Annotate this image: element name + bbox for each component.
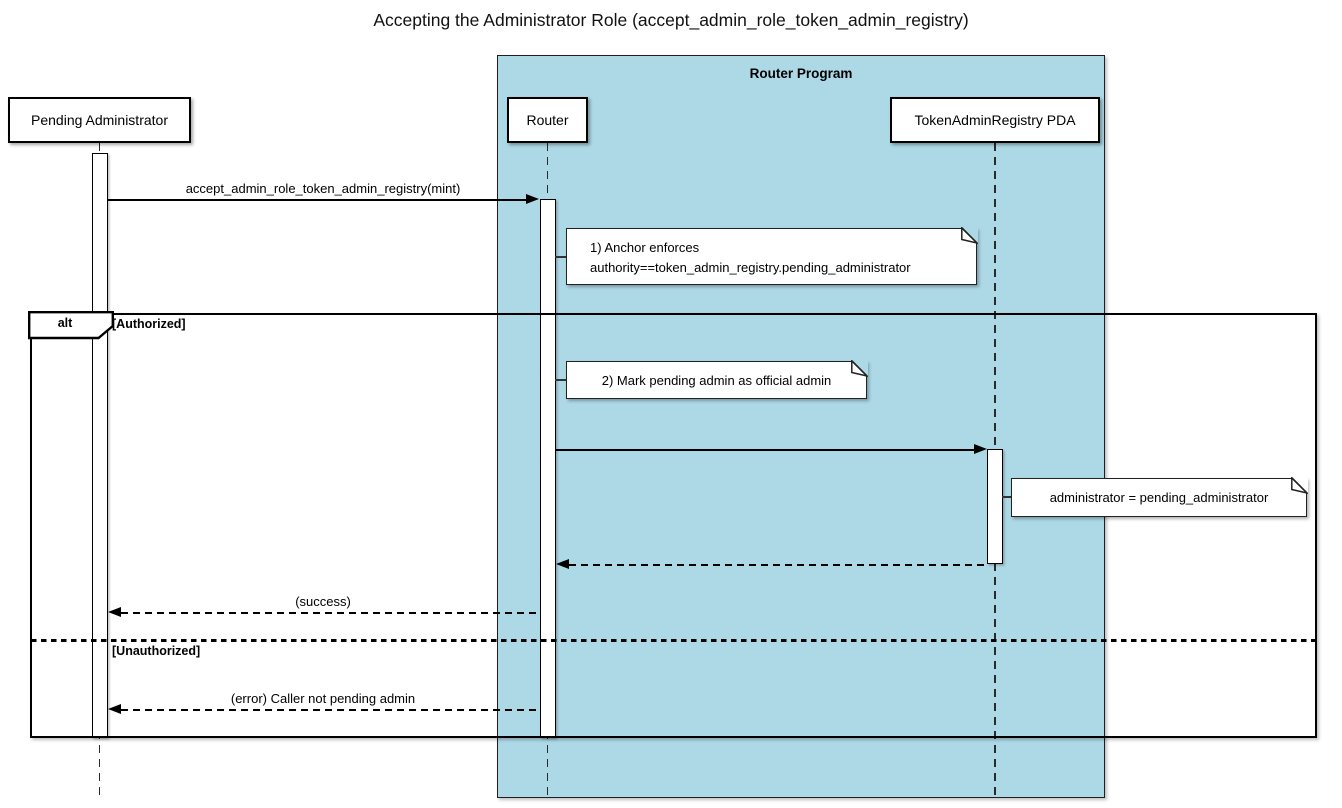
participant-router bbox=[507, 97, 588, 143]
message-label: (error) Caller not pending admin bbox=[230, 691, 416, 706]
message-line bbox=[121, 612, 540, 614]
note-fold-icon bbox=[961, 227, 978, 244]
note-text-line: 1) Anchor enforces bbox=[590, 240, 700, 255]
participant-label: Router bbox=[526, 112, 569, 128]
diagram-title: Accepting the Administrator Role (accept_admin_role_token_admin_registry) bbox=[373, 10, 969, 30]
arrowhead-left-icon bbox=[108, 607, 121, 617]
arrowhead-left-icon bbox=[108, 704, 121, 714]
note-text-line: administrator = pending_administrator bbox=[1049, 490, 1269, 505]
alt-operator-label: alt bbox=[57, 316, 73, 330]
message-line bbox=[121, 709, 540, 711]
note-fold-icon bbox=[1291, 477, 1308, 494]
note-administrator-assignment bbox=[1011, 478, 1307, 517]
participant-token-admin-registry-pda bbox=[890, 97, 1100, 143]
arrowhead-left-icon bbox=[556, 559, 569, 569]
message-label: accept_admin_role_token_admin_registry(mint) bbox=[185, 181, 461, 196]
router-program-label: Router Program bbox=[749, 66, 853, 81]
note-text-line: authority==token_admin_registry.pending_administrator bbox=[590, 259, 911, 275]
message-line bbox=[107, 199, 526, 201]
participant-label: Pending Administrator bbox=[31, 112, 168, 128]
message-line bbox=[569, 564, 987, 566]
note-text-line: 2) Mark pending admin as official admin bbox=[601, 372, 832, 388]
note-mark-official-admin bbox=[566, 361, 867, 399]
arrowhead-right-icon bbox=[526, 194, 539, 204]
guard-authorized: [Authorized] bbox=[112, 317, 186, 331]
message-line bbox=[556, 449, 974, 451]
note-fold-icon bbox=[851, 360, 868, 377]
arrowhead-right-icon bbox=[974, 444, 987, 454]
guard-unauthorized: [Unauthorized] bbox=[112, 644, 201, 658]
alt-divider bbox=[31, 639, 1316, 642]
participant-label: TokenAdminRegistry PDA bbox=[914, 112, 1076, 128]
message-label: (success) bbox=[295, 594, 351, 609]
participant-pending-administrator bbox=[8, 97, 191, 143]
note-anchor-enforces bbox=[566, 228, 977, 285]
